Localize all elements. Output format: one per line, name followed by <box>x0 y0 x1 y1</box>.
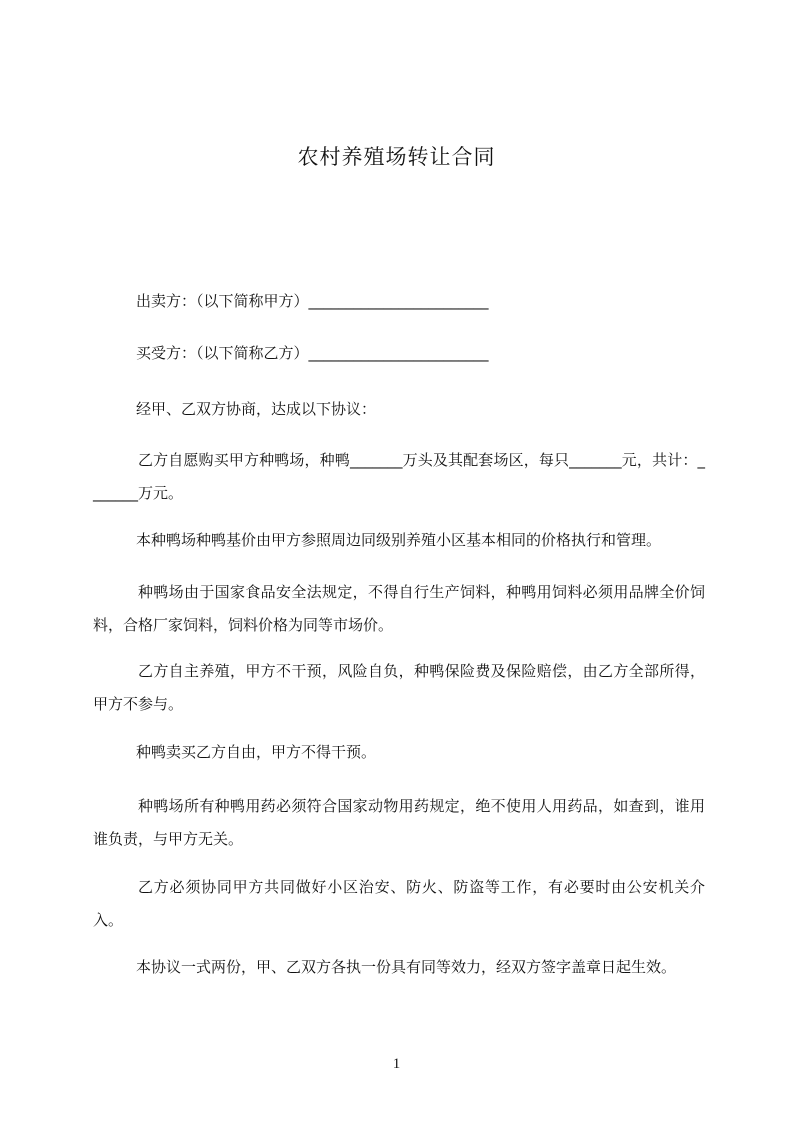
intro-line: 经甲、乙双方协商，达成以下协议： <box>136 400 377 418</box>
clause-risk: 乙方自主养殖，甲方不干预，风险自负，种鸭保险费及保险赔偿，由乙方全部所得，甲方不参与。 <box>93 662 705 713</box>
clause-base-price: 本种鸭场种鸭基价由甲方参照周边同级别养殖小区基本相同的价格执行和管理。 <box>136 531 662 549</box>
clause-security: 乙方必须协同甲方共同做好小区治安、防火、防盗等工作，有必要时由公安机关介入。 <box>93 878 705 929</box>
clause-medication: 种鸭场所有种鸭用药必须符合国家动物用药规定，绝不使用人用药品，如查到，谁用谁负责，与甲方无关。 <box>93 797 705 848</box>
document-title: 农村养殖场转让合同 <box>297 145 496 169</box>
buyer-line: 买受方：（以下简称乙方）________________________ <box>136 344 489 362</box>
clause-feed: 种鸭场由于国家食品安全法规定，不得自行生产饲料，种鸭用饲料必须用品牌全价饲料，合格厂家饲料，饲料价格为同等市场价。 <box>93 583 705 634</box>
seller-line: 出卖方：（以下简称甲方）________________________ <box>136 292 489 310</box>
page-number: 1 <box>392 1056 401 1072</box>
clause-trade: 种鸭卖买乙方自由，甲方不得干预。 <box>136 743 377 761</box>
clause-validity: 本协议一式两份，甲、乙双方各执一份具有同等效力，经双方签字盖章日起生效。 <box>136 958 677 976</box>
clause-purchase: 乙方自愿购买甲方种鸭场，种鸭_______万头及其配套场区，每只_______元，共计：_______万元。 <box>93 451 705 502</box>
